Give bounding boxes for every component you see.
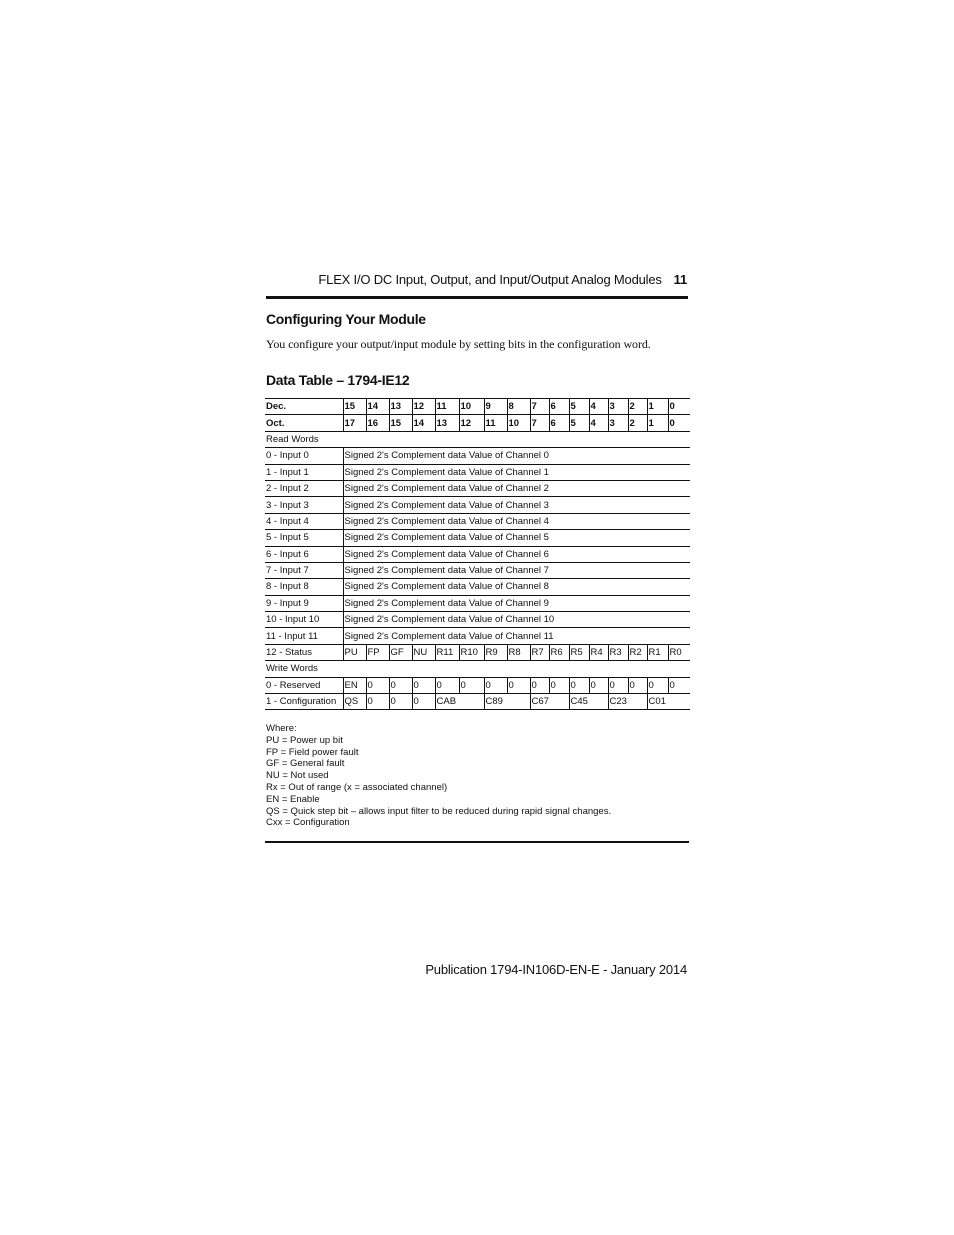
table-cell: R2 xyxy=(628,644,647,660)
oct-row xyxy=(265,415,690,431)
table-cell: 12 xyxy=(459,415,484,431)
table-cell: 1 xyxy=(647,415,668,431)
table-cell: 15 xyxy=(343,399,366,415)
table-cell: 5 xyxy=(569,415,589,431)
table-cell: R0 xyxy=(668,644,690,660)
table-cell: 0 xyxy=(484,677,507,693)
table-cell: 0 xyxy=(459,677,484,693)
table-cell: R11 xyxy=(435,644,459,660)
table-cell: 17 xyxy=(343,415,366,431)
table-row xyxy=(265,595,690,611)
table-cell: 3 xyxy=(608,415,628,431)
table-cell: 0 xyxy=(389,694,412,710)
section-title: Configuring Your Module xyxy=(266,311,426,327)
table-cell: PU xyxy=(343,644,366,660)
table-row xyxy=(265,497,690,513)
table-cell: 0 xyxy=(435,677,459,693)
row-value: Signed 2's Complement data Value of Channel 3 xyxy=(343,497,690,513)
table-cell: 4 xyxy=(589,415,608,431)
table-row xyxy=(265,562,690,578)
table-cell: R8 xyxy=(507,644,530,660)
dec-row xyxy=(265,399,690,415)
row-label: 3 - Input 3 xyxy=(265,497,343,513)
table-cell: 11 xyxy=(435,399,459,415)
write-words-row xyxy=(265,661,690,677)
table-cell: 16 xyxy=(366,415,389,431)
table-cell: 6 xyxy=(549,415,569,431)
header-rule xyxy=(266,296,688,299)
publication-footer: Publication 1794-IN106D-EN-E - January 2014 xyxy=(425,962,687,977)
row-value: Signed 2's Complement data Value of Channel 6 xyxy=(343,546,690,562)
row-label: 10 - Input 10 xyxy=(265,612,343,628)
write-words-label: Write Words xyxy=(265,661,690,677)
table-cell: 4 xyxy=(589,399,608,415)
table-cell: 13 xyxy=(435,415,459,431)
table-cell: Oct. xyxy=(265,415,343,431)
page-number: 11 xyxy=(673,272,687,287)
table-row xyxy=(265,546,690,562)
legend-line: QS = Quick step bit – allows input filter to be reduced during rapid signal changes. xyxy=(266,805,612,817)
table-cell: C23 xyxy=(608,694,647,710)
table-title: Data Table – 1794-IE12 xyxy=(266,372,410,388)
table-cell: EN xyxy=(343,677,366,693)
running-title: FLEX I/O DC Input, Output, and Input/Output Analog Modules xyxy=(318,272,662,287)
legend-line: Cxx = Configuration xyxy=(266,817,350,829)
table-cell: GF xyxy=(389,644,412,660)
table-cell: 0 xyxy=(549,677,569,693)
table-cell: 6 xyxy=(549,399,569,415)
table-row xyxy=(265,464,690,480)
table-cell: 0 - Reserved xyxy=(265,677,343,693)
table-cell: 0 xyxy=(569,677,589,693)
status-row xyxy=(265,644,690,660)
configuration-row xyxy=(265,694,690,710)
table-cell: 0 xyxy=(366,677,389,693)
table-cell: 14 xyxy=(412,415,435,431)
legend-line: GF = General fault xyxy=(266,758,345,770)
read-words-row xyxy=(265,431,690,447)
row-value: Signed 2's Complement data Value of Channel 7 xyxy=(343,562,690,578)
table-cell: 10 xyxy=(459,399,484,415)
table-cell: Dec. xyxy=(265,399,343,415)
row-value: Signed 2's Complement data Value of Channel 5 xyxy=(343,530,690,546)
legend-line: NU = Not used xyxy=(266,770,329,782)
legend xyxy=(266,723,611,829)
table-cell: C45 xyxy=(569,694,608,710)
legend-line: EN = Enable xyxy=(266,793,320,805)
table-cell: 0 xyxy=(389,677,412,693)
legend-line: Rx = Out of range (x = associated channel) xyxy=(266,781,448,793)
table-cell: NU xyxy=(412,644,435,660)
row-value: Signed 2's Complement data Value of Channel 11 xyxy=(343,628,690,644)
table-cell: 0 xyxy=(608,677,628,693)
table-row xyxy=(265,612,690,628)
table-cell: C89 xyxy=(484,694,530,710)
table-cell: QS xyxy=(343,694,366,710)
table-cell: 0 xyxy=(668,677,690,693)
table-cell: 0 xyxy=(366,694,389,710)
table-cell: 15 xyxy=(389,415,412,431)
table-cell: 0 xyxy=(589,677,608,693)
row-value: Signed 2's Complement data Value of Channel 4 xyxy=(343,513,690,529)
read-words-label: Read Words xyxy=(265,431,690,447)
table-cell: 0 xyxy=(412,677,435,693)
table-cell: 0 xyxy=(412,694,435,710)
row-label: 5 - Input 5 xyxy=(265,530,343,546)
legend-line: Where: xyxy=(266,723,297,734)
table-cell: 0 xyxy=(628,677,647,693)
table-cell: 12 - Status xyxy=(265,644,343,660)
table-cell: 11 xyxy=(484,415,507,431)
row-label: 7 - Input 7 xyxy=(265,562,343,578)
row-value: Signed 2's Complement data Value of Channel 1 xyxy=(343,464,690,480)
table-row xyxy=(265,530,690,546)
table-cell: 14 xyxy=(366,399,389,415)
table-row xyxy=(265,628,690,644)
table-cell: 8 xyxy=(507,399,530,415)
table-cell: 10 xyxy=(507,415,530,431)
table-cell: 1 xyxy=(647,399,668,415)
table-cell: 2 xyxy=(628,399,647,415)
table-cell: 7 xyxy=(530,399,549,415)
table-cell: 0 xyxy=(507,677,530,693)
intro-paragraph: You configure your output/input module by setting bits in the configuration word. xyxy=(266,337,651,351)
row-value: Signed 2's Complement data Value of Channel 9 xyxy=(343,595,690,611)
table-cell: R6 xyxy=(549,644,569,660)
table-cell: 0 xyxy=(530,677,549,693)
table-row xyxy=(265,579,690,595)
table-cell: 0 xyxy=(668,415,690,431)
row-label: 2 - Input 2 xyxy=(265,480,343,496)
row-label: 8 - Input 8 xyxy=(265,579,343,595)
legend-line: PU = Power up bit xyxy=(266,734,343,746)
table-cell: CAB xyxy=(435,694,484,710)
row-label: 0 - Input 0 xyxy=(265,448,343,464)
running-header xyxy=(266,272,687,296)
row-label: 1 - Input 1 xyxy=(265,464,343,480)
row-label: 11 - Input 11 xyxy=(265,628,343,644)
table-cell: 5 xyxy=(569,399,589,415)
table-cell: R4 xyxy=(589,644,608,660)
row-value: Signed 2's Complement data Value of Channel 0 xyxy=(343,448,690,464)
table-cell: 7 xyxy=(530,415,549,431)
legend-line: FP = Field power fault xyxy=(266,746,359,758)
table-cell: 12 xyxy=(412,399,435,415)
row-label: 4 - Input 4 xyxy=(265,513,343,529)
data-table xyxy=(265,398,690,710)
table-cell: 0 xyxy=(647,677,668,693)
table-cell: 2 xyxy=(628,415,647,431)
row-label: 6 - Input 6 xyxy=(265,546,343,562)
table-cell: 3 xyxy=(608,399,628,415)
row-value: Signed 2's Complement data Value of Channel 10 xyxy=(343,612,690,628)
row-value: Signed 2's Complement data Value of Channel 2 xyxy=(343,480,690,496)
table-row xyxy=(265,480,690,496)
table-cell: R5 xyxy=(569,644,589,660)
table-row xyxy=(265,448,690,464)
table-cell: 9 xyxy=(484,399,507,415)
reserved-row xyxy=(265,677,690,693)
table-cell: C67 xyxy=(530,694,569,710)
row-label: 9 - Input 9 xyxy=(265,595,343,611)
row-value: Signed 2's Complement data Value of Channel 8 xyxy=(343,579,690,595)
table-cell: 0 xyxy=(668,399,690,415)
table-cell: R3 xyxy=(608,644,628,660)
table-cell: C01 xyxy=(647,694,690,710)
table-end-rule xyxy=(265,841,689,843)
table-cell: FP xyxy=(366,644,389,660)
table-row xyxy=(265,513,690,529)
table-cell: R1 xyxy=(647,644,668,660)
table-cell: 13 xyxy=(389,399,412,415)
row-label: 1 - Configuration xyxy=(265,694,343,710)
table-cell: R7 xyxy=(530,644,549,660)
table-cell: R10 xyxy=(459,644,484,660)
table-cell: R9 xyxy=(484,644,507,660)
